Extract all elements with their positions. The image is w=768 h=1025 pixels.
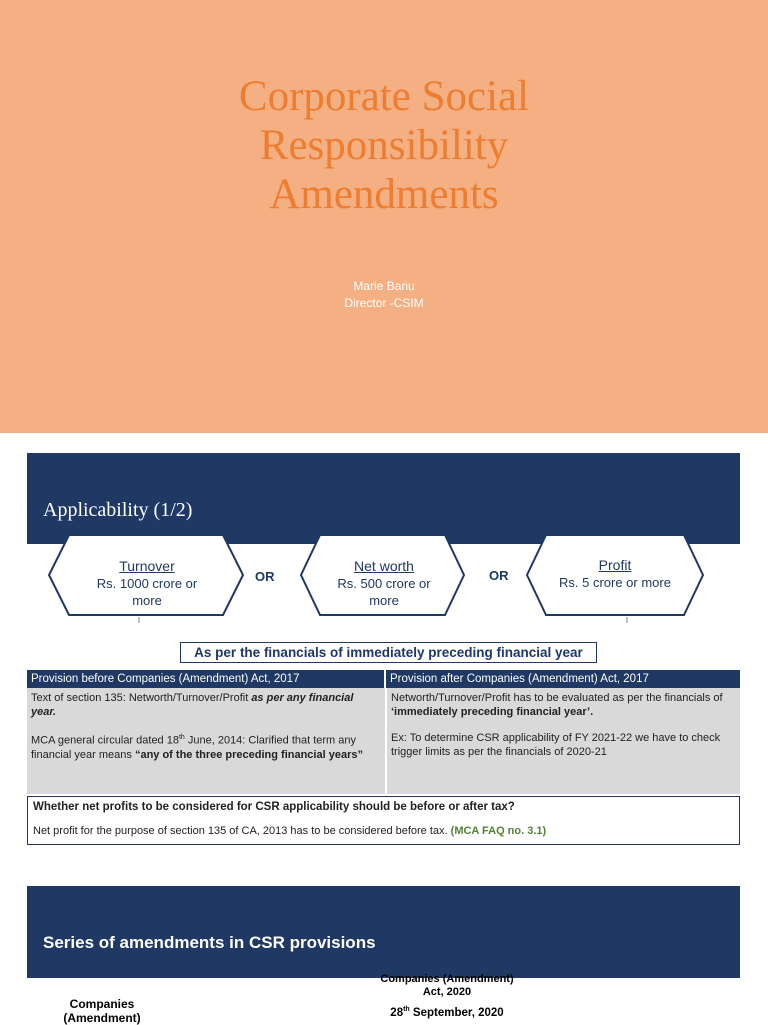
- before-emphasis: as per any financial year.: [31, 692, 354, 718]
- faq-answer: [33, 824, 734, 838]
- after-bold: ‘immediately preceding financial year’.: [391, 706, 594, 718]
- author-name: Marie Banu: [353, 279, 415, 293]
- applicability-slide: [27, 453, 740, 853]
- title-line-3: Amendments: [269, 171, 499, 218]
- header-after: Provision after Companies (Amendment) Act, 2017: [386, 670, 740, 688]
- title-slide: [0, 0, 768, 433]
- circular-rest: June, 2014: Clarified that term any financial year means: [31, 734, 357, 761]
- circular-sup: th: [178, 734, 185, 741]
- applicability-header: [27, 453, 740, 544]
- bracket-line: [139, 617, 627, 623]
- networth-value: Rs. 500 crore or more: [337, 576, 431, 608]
- timeline-label-left: [33, 997, 171, 1025]
- faq-question: Whether net profits to be considered for CSR applicability should be before or after tax?: [33, 801, 515, 813]
- amendments-title: Series of amendments in CSR provisions: [43, 933, 376, 952]
- table-header-row: [27, 670, 740, 688]
- after-para-1: [391, 691, 736, 719]
- provision-table: [27, 670, 740, 794]
- circular-bold: “any of the three preceding financial years”: [134, 748, 363, 761]
- amendments-slide: [27, 886, 740, 1024]
- or-label-2: OR: [489, 568, 509, 583]
- networth-box: [324, 558, 444, 609]
- timeline-label-2020: [357, 973, 537, 999]
- networth-label: Net worth: [354, 558, 414, 574]
- date-sup: th: [403, 1006, 410, 1013]
- amendments-header: [27, 886, 740, 978]
- cell-before: [27, 688, 385, 794]
- turnover-box: [82, 558, 212, 609]
- date-day: 28: [390, 1006, 404, 1019]
- after-para-2: Ex: To determine CSR applicability of FY 2021-22 we have to check trigger limits as per the financials of 2020-21: [391, 732, 721, 758]
- profit-box: [558, 557, 672, 591]
- faq-box: [27, 796, 740, 845]
- before-para-2: [31, 731, 381, 762]
- timeline-2020-line-2: Act, 2020: [422, 986, 472, 998]
- title-line-1: Corporate Social: [238, 73, 530, 120]
- date-rest: September, 2020: [409, 1006, 504, 1019]
- title-slide-heading: [0, 72, 768, 219]
- after-text: Networth/Turnover/Profit has to be evaluated as per the financials of: [391, 692, 723, 704]
- turnover-value: Rs. 1000 crore or more: [96, 576, 198, 608]
- timeline-left-line-2: (Amendment): [63, 1011, 141, 1025]
- cell-after: [387, 688, 740, 794]
- applicability-title: Applicability (1/2): [43, 499, 193, 521]
- circular-text: MCA general circular dated 18: [31, 734, 179, 747]
- profit-value: Rs. 5 crore or more: [559, 575, 671, 590]
- author-role: Director -CSIM: [344, 296, 424, 310]
- criteria-row: [27, 533, 740, 623]
- header-before: Provision before Companies (Amendment) Act, 2017: [27, 670, 384, 688]
- basis-banner: As per the financials of immediately preceding financial year: [180, 642, 597, 663]
- before-text: Text of section 135: Networth/Turnover/Profit: [31, 692, 252, 704]
- timeline-date-2020: [357, 1006, 537, 1019]
- author-block: [0, 278, 768, 312]
- turnover-label: Turnover: [119, 558, 175, 574]
- timeline-2020-line-1: Companies (Amendment): [380, 973, 514, 985]
- timeline-left-line-1: Companies: [69, 997, 135, 1011]
- faq-reference: (MCA FAQ no. 3.1): [450, 825, 547, 837]
- profit-label: Profit: [598, 557, 632, 573]
- faq-answer-text: Net profit for the purpose of section 135 of CA, 2013 has to be considered before tax.: [33, 825, 451, 837]
- or-label-1: OR: [255, 569, 275, 584]
- table-row: [27, 688, 740, 794]
- before-para-1: [31, 691, 381, 719]
- title-line-2: Responsibility: [259, 122, 509, 169]
